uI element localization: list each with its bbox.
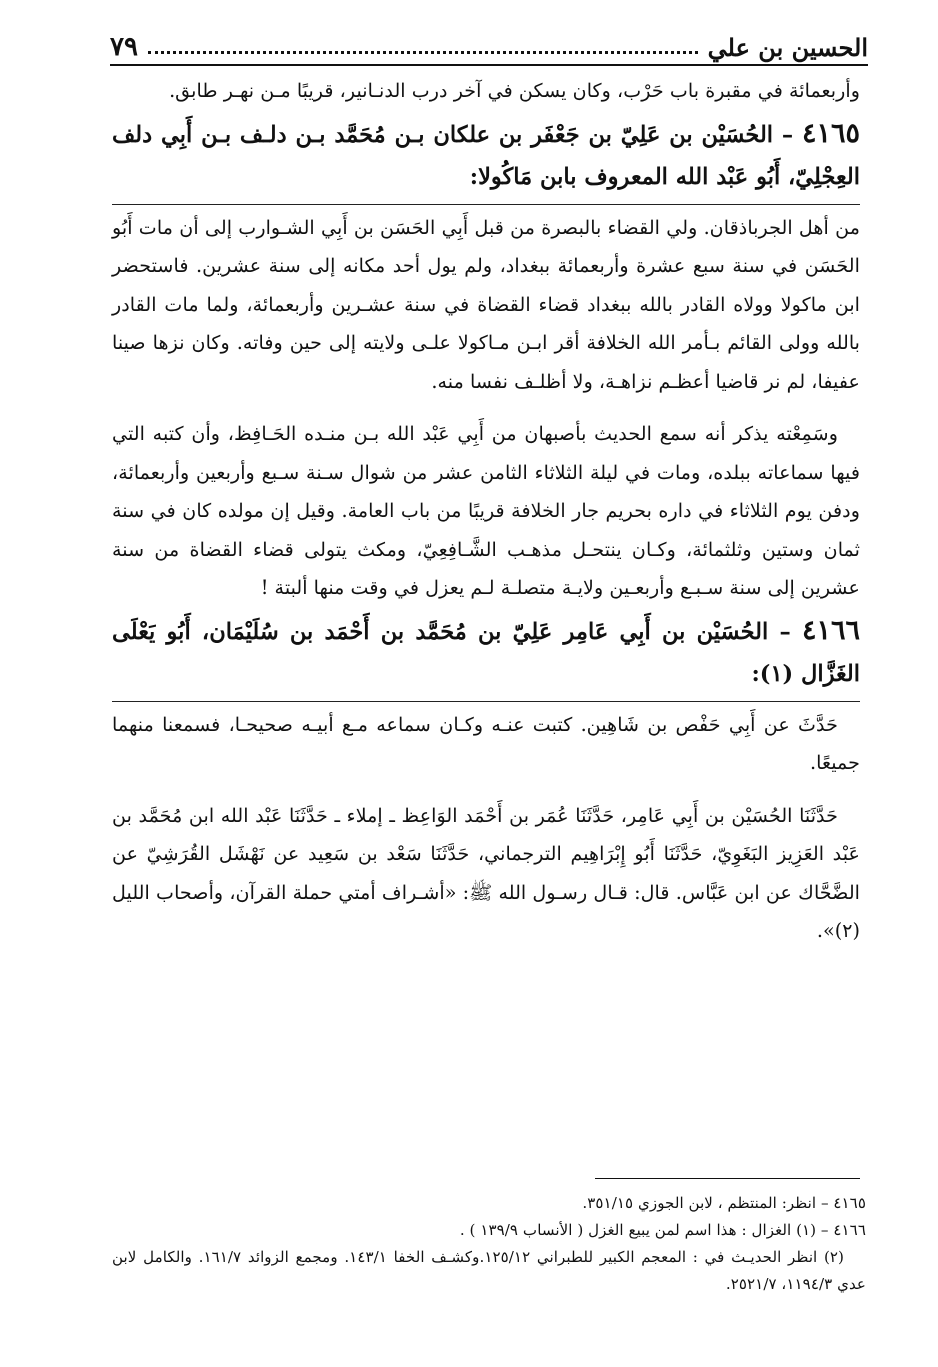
paragraph-continuation: وأربعمائة في مقبرة باب حَرْب، وكان يسكن في آخر درب الدنـانير، قريبًا مـن نهـر طابق. [169, 79, 860, 102]
paragraph-hadith: حَدَّثَنَا الحُسَيْن بن أَبِي عَامِر، حَدَّثَنَا عُمَر بن أَحْمَد الوَاعِظ ـ إملاء ـ حَدَّثَنَا عَبْد الله ابن مُحَمَّد بن عَبْد العَزِيز البَغَوِيّ، حَدَّثَنَا أَبُو إِبْرَاهِيم الترجماني، حَدَّثَنَا سَعْد بن سَعِيد عن نَهْشَل القُرَشِيّ عن الضَّحَّاك عن ابن عَبَّاس. قال: قـال رسـول الله ﷺ: «أشـراف أمتي حملة القرآن، وأصحاب الليل (٢)». [112, 803, 860, 942]
footnotes [112, 1190, 866, 1298]
entry-number: ٤١٦٥ [801, 117, 860, 149]
footnote: ٤١٦٥ – انظر: المنتظم ، لابن الجوزي ٣٥١/١٥. [582, 1194, 866, 1212]
entry-number: ٤١٦٦ [801, 614, 860, 646]
paragraph: وسَمِعْته يذكر أنه سمع الحديث بأصبهان من أَبِي عَبْد الله بـن منـده الحَـافِظ، وأن كتبه التي فيها سماعاته ببلده، ومات في ليلة الثلاثاء الثامن عشر من شوال سـنة سـبع وأربعين وأربعمائة، ودفن يوم الثلاثاء في داره بحريم جار الخلافة قريبًا من باب العامة. وقيل إن مولده كان في سنة ثمان وستين وثلثمائة، وكـان ينتحـل مذهـب الشَّـافِعِيّ، ومكث يتولى قضاء القضاة من سنة عشرين إلى سنة سـبـع وأربعـين ولايـة متصلـة لـم يعزل في وقت منها ألبتة ! [112, 422, 860, 599]
paragraph: حَدَّثَ عن أَبِي حَفْص بن شَاهِين. كتبت عنـه وكـان سماعه مـع أبيـه صحيحـا، فسمعنا منهما جميعًا. [112, 712, 860, 774]
entry-title: – الحُسَيْن بن أَبِي عَامِر عَلِيّ بن مُحَمَّد بن أَحْمَد بن سُلَيْمَان، أَبُو يَعْلَى الغَزَّال (١): [112, 618, 860, 687]
page-header [110, 30, 868, 66]
entry-title: – الحُسَيْن بن عَلِيّ بن جَعْفَر بن علكان بـن مُحَمَّد بـن دلـف بـن أَبِي دلف العِجْلِيّ، أَبُو عَبْد الله المعروف بابن مَاكُولا: [112, 121, 860, 190]
entry-heading-4165 [112, 113, 860, 205]
main-text [112, 72, 860, 951]
footnote: ٤١٦٦ – (١) الغزال : هذا اسم لمن يبيع الغزل ( الأنساب ١٣٩/٩ ) . [459, 1221, 866, 1239]
page-number: ٧٩ [110, 32, 138, 62]
running-title: الحسين بن علي [707, 32, 868, 62]
footnote: (٢) انظر الحديـث في : المعجم الكبير للطبراني ١٢٥/١٢.وكشـف الخفا ١٤٣/١. ومجمع الزوائد ١٦١/٧. والكامل لابن عدي ١١٩٤/٣، ٢٥٢١/٧. [112, 1248, 866, 1293]
paragraph: من أهل الجرباذقان. ولي القضاء بالبصرة من قبل أَبِي الحَسَن بن أَبِي الشـوارب إلى أن مات أَبُو الحَسَن في سنة سبع عشرة وأربعمائة ببغداد، ولم يول أحد مكانه إلى سنة عشرين. فاستحضر ابن ماكولا وولاه القادر بالله ببغداد قضاء القضاة في سنة عشـرين وأربعمائة، ولما مات القادر بالله وولى القائم بـأمر الله الخلافة أقر ابـن مـاكولا علـى ولايته إلى حين وفاته. وكان نزها صينا عفيفا، لم نر قاضيا أعظـم نزاهـة، ولا أظلـف نفسا منه. [112, 215, 860, 393]
header-dot-leader [148, 41, 698, 54]
entry-heading-4166 [112, 610, 860, 702]
footnote-separator [595, 1178, 860, 1179]
